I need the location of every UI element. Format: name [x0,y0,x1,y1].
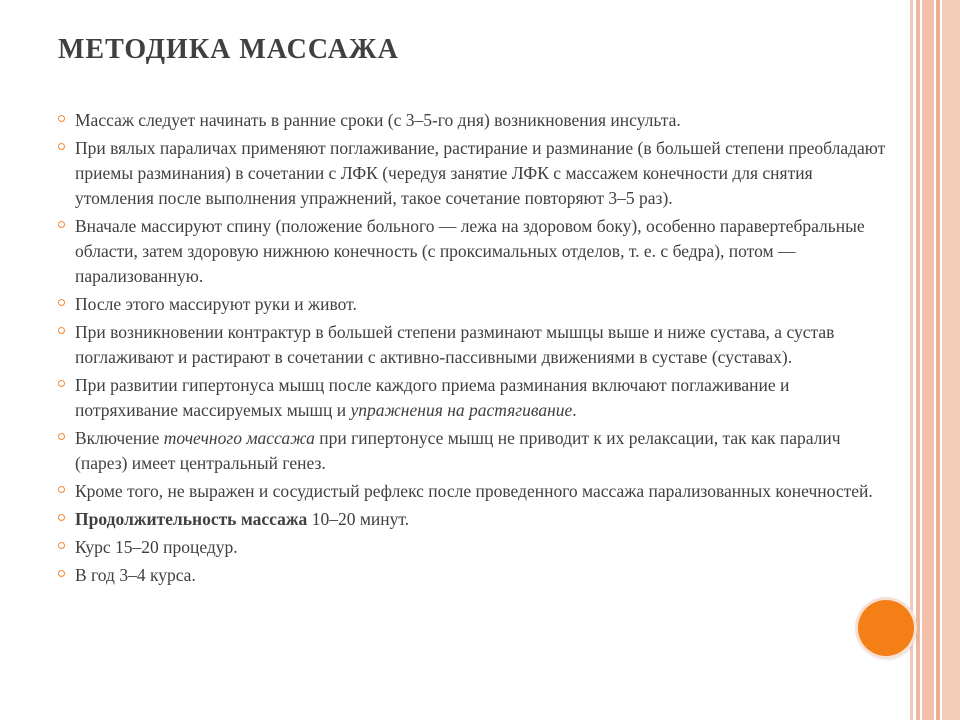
item-text: После этого массируют руки и живот. [75,294,357,314]
slide-title: МЕТОДИКА МАССАЖА [58,34,399,65]
decorative-stripes [910,0,960,720]
bullet-icon [58,115,65,122]
bullet-icon [58,542,65,549]
bullet-icon [58,299,65,306]
bullet-icon [58,380,65,387]
list-item [58,292,888,317]
list-item [58,535,888,560]
item-text: Кроме того, не выражен и сосудистый рефлекс после проведенного массажа парализованных конечностей. [75,481,873,501]
item-text: При возникновении контрактур в большей степени разминают мышцы выше и ниже сустава, а сустав поглаживают и растирают в сочетании с активно-пассивными движениями в суставе (суставах). [75,322,835,367]
stripe [936,0,940,720]
item-text: При развитии гипертонуса мышц после каждого приема разминания включают поглаживание и потряхивание массируемых мышц и [75,375,790,420]
bullet-icon [58,143,65,150]
item-emphasis: точечного массажа [163,428,315,448]
bullet-icon [58,221,65,228]
list-item [58,136,888,211]
stripe [922,0,934,720]
bullet-icon [58,433,65,440]
list-item [58,373,888,423]
bullet-list [58,108,888,591]
item-strong: Продолжительность массажа [75,509,308,529]
bullet-icon [58,327,65,334]
item-text: Вначале массируют спину (положение больного — лежа на здоровом боку), особенно паравертебральные области, затем здоровую нижнюю конечность (с проксимальных отделов, т. е. с бедра), потом — парализованную. [75,216,865,286]
item-text: при гипертонусе мышц не приводит к их релаксации, так как паралич (парез) имеет центральный генез. [75,428,841,473]
list-item [58,108,888,133]
item-text: . [572,400,577,420]
bullet-icon [58,486,65,493]
list-item [58,320,888,370]
list-item [58,479,888,504]
item-text: Включение [75,428,164,448]
item-text: 10–20 минут. [307,509,410,529]
bullet-icon [58,570,65,577]
item-emphasis: упражнения на растягивание [350,400,573,420]
stripe [942,0,960,720]
list-item [58,563,888,588]
decorative-circle [858,600,914,656]
item-text: При вялых параличах применяют поглаживание, растирание и разминание (в большей степени преобладают приемы разминания) в сочетании с ЛФК (чередуя занятие ЛФК с массажем конечности для снятия утомления после выполнения упражнений, такое сочетание повторяют 3–5 раз). [75,138,886,208]
stripe [910,0,913,720]
list-item [58,507,888,532]
bullet-icon [58,514,65,521]
stripe [916,0,920,720]
item-text: В год 3–4 курса. [75,565,196,585]
item-text: Массаж следует начинать в ранние сроки (с 3–5-го дня) возникновения инсульта. [75,110,681,130]
list-item [58,214,888,289]
list-item [58,426,888,476]
item-text: Курс 15–20 процедур. [75,537,238,557]
